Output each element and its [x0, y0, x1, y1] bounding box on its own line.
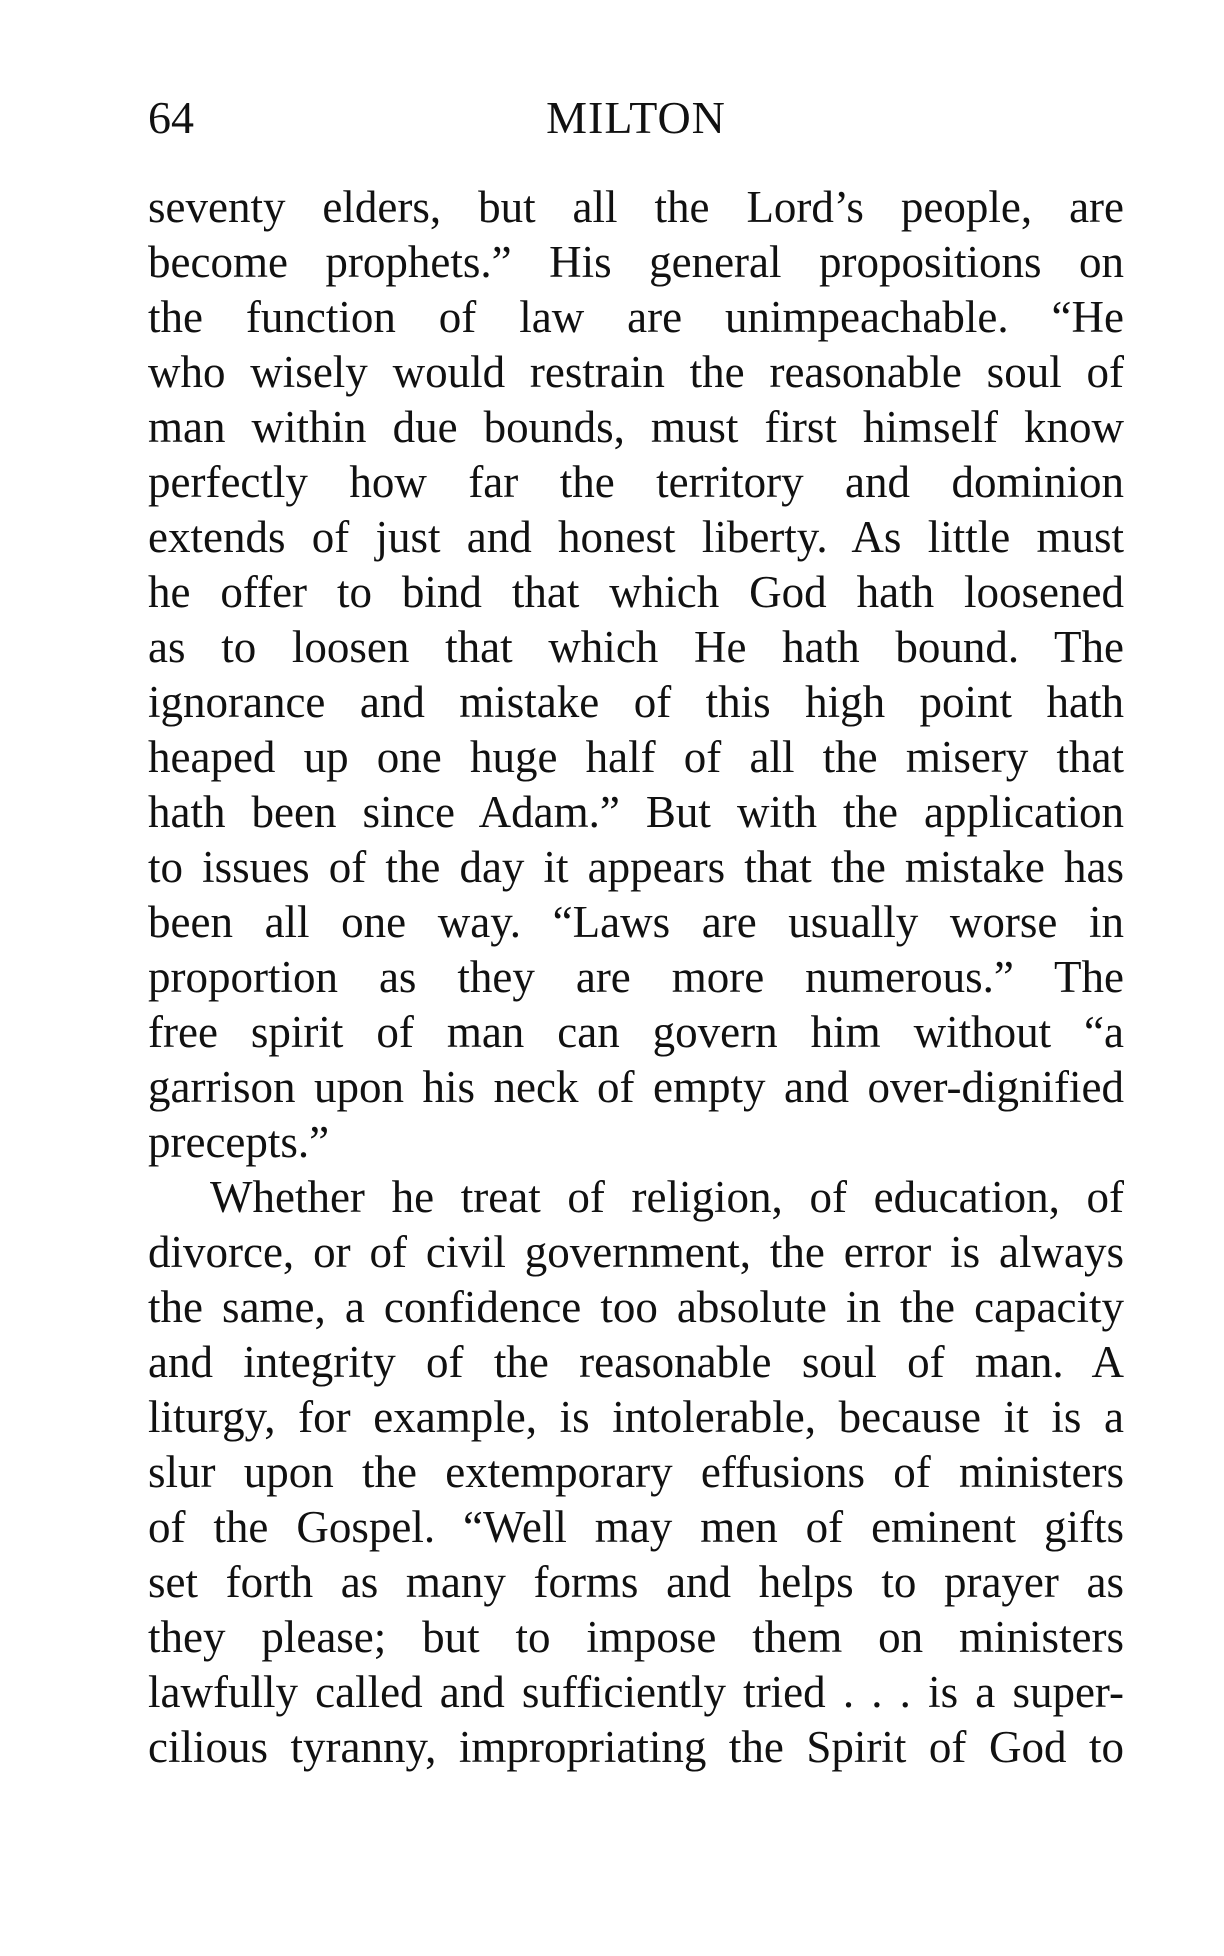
text-line: liturgy, for example, is intolerable, because it is a — [148, 1392, 1124, 1442]
text-line: hath been since Adam.” But with the application — [148, 787, 1124, 837]
paragraph-start-line: Whether he treat of religion, of education, of — [210, 1172, 1124, 1222]
running-head: MILTON — [546, 92, 726, 143]
text-line: seventy elders, but all the Lord’s people, are — [148, 182, 1124, 232]
text-line: set forth as many forms and helps to prayer as — [148, 1557, 1124, 1607]
text-line: proportion as they are more numerous.” The — [148, 952, 1124, 1002]
text-line: man within due bounds, must first himself know — [148, 402, 1124, 452]
text-line: extends of just and honest liberty. As little must — [148, 512, 1124, 562]
text-line: cilious tyranny, impropriating the Spirit of God to — [148, 1722, 1124, 1772]
text-line: been all one way. “Laws are usually worse in — [148, 897, 1124, 947]
text-line: become prophets.” His general propositions on — [148, 237, 1124, 287]
text-line: who wisely would restrain the reasonable soul of — [148, 347, 1124, 397]
text-line: free spirit of man can govern him without “a — [148, 1007, 1124, 1057]
text-line: and integrity of the reasonable soul of man. A — [148, 1337, 1124, 1387]
text-line: lawfully called and sufficiently tried . . . is a super- — [148, 1667, 1124, 1717]
text-line: divorce, or of civil government, the error is always — [148, 1227, 1124, 1277]
text-line: garrison upon his neck of empty and over-dignified — [148, 1062, 1124, 1112]
text-line: he offer to bind that which God hath loosened — [148, 567, 1124, 617]
text-line: of the Gospel. “Well may men of eminent gifts — [148, 1502, 1124, 1552]
page-number: 64 — [148, 92, 194, 143]
paragraph-end-line: precepts.” — [148, 1117, 330, 1167]
body-text — [148, 180, 1124, 1775]
text-line: to issues of the day it appears that the mistake has — [148, 842, 1124, 892]
text-line: they please; but to impose them on ministers — [148, 1612, 1124, 1662]
page-header — [148, 88, 1124, 148]
text-line: slur upon the extemporary effusions of ministers — [148, 1447, 1124, 1497]
text-line: heaped up one huge half of all the misery that — [148, 732, 1124, 782]
text-line: the same, a confidence too absolute in the capacity — [148, 1282, 1124, 1332]
text-line: as to loosen that which He hath bound. The — [148, 622, 1124, 672]
text-line: the function of law are unimpeachable. “He — [148, 292, 1124, 342]
text-line: ignorance and mistake of this high point hath — [148, 677, 1124, 727]
text-line: perfectly how far the territory and dominion — [148, 457, 1124, 507]
